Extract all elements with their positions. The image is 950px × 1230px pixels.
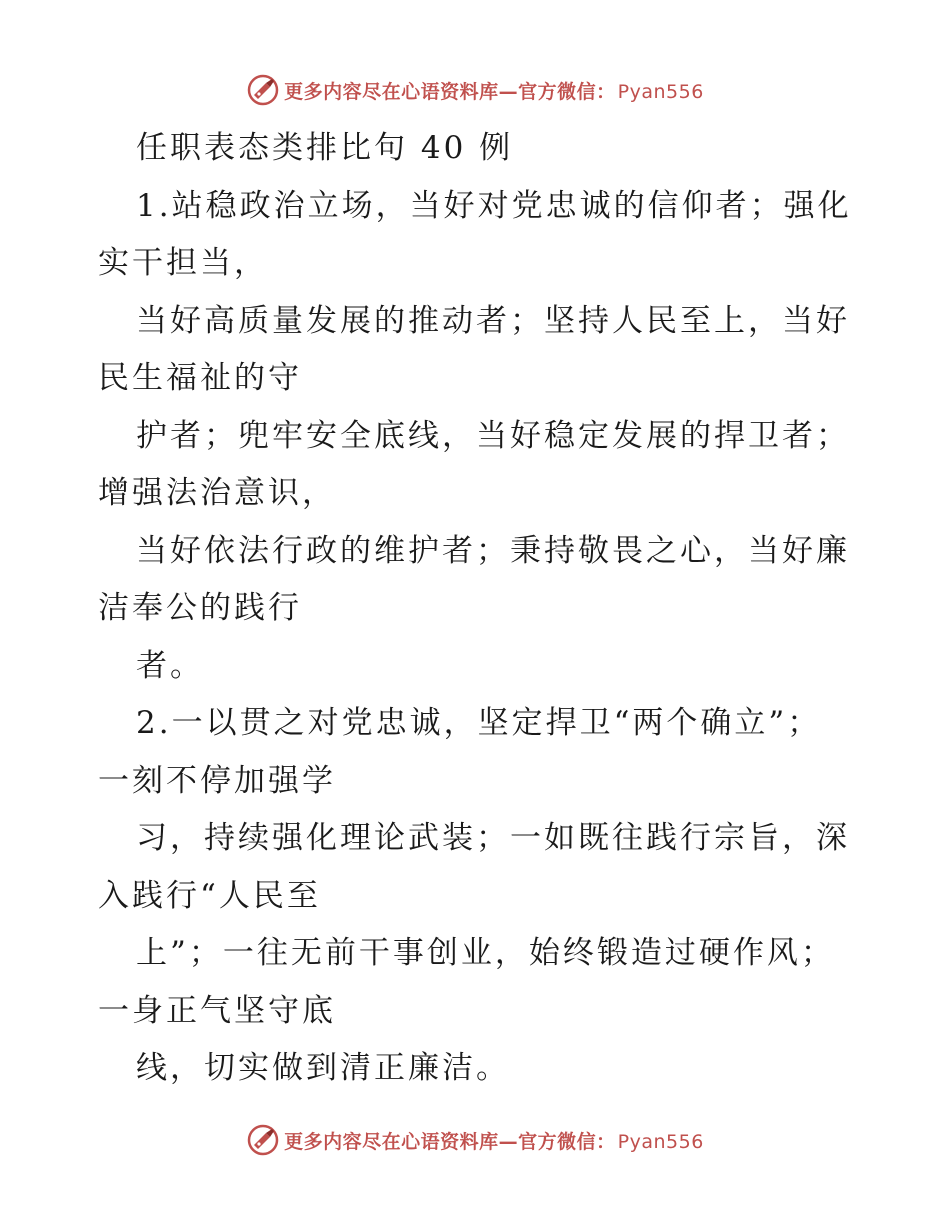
- text-line: 2.一以贯之对党忠诚，坚定捍卫“两个确立”；: [136, 705, 822, 741]
- text-line: 一身正气坚守底: [98, 992, 336, 1029]
- text-line: 者。: [136, 647, 204, 684]
- document-title: 任职表态类排比句 40 例: [136, 130, 514, 166]
- text-line: 护者；兜牢安全底线，当好稳定发展的捍卫者；: [136, 417, 850, 454]
- text-line: 入践行“人民至: [98, 877, 321, 914]
- text-line: 实干担当，: [98, 245, 268, 281]
- footer-banner-text: 更多内容尽在心语资料库—官方微信：: [284, 1130, 616, 1153]
- header-banner-handle: Pyan556: [617, 80, 704, 103]
- header-banner-text: 更多内容尽在心语资料库—官方微信：: [284, 80, 616, 103]
- text-line: 上”；一往无前干事创业，始终锻造过硬作风；: [136, 935, 835, 971]
- text-line: 一刻不停加强学: [98, 762, 336, 799]
- text-line: 线，切实做到清正廉洁。: [136, 1050, 510, 1086]
- text-line: 民生福祉的守: [98, 360, 302, 396]
- document-body: [98, 120, 858, 1098]
- text-line: 习，持续强化理论武装；一如既往践行宗旨，深: [136, 820, 850, 856]
- pen-logo-icon: [246, 73, 280, 107]
- pen-logo-icon: [246, 1123, 280, 1157]
- footer-banner: [0, 1120, 950, 1160]
- text-line: 当好高质量发展的推动者；坚持人民至上，当好: [136, 302, 850, 339]
- text-line: 洁奉公的践行: [98, 590, 302, 626]
- text-line: 增强法治意识，: [98, 475, 336, 511]
- text-line: 1.站稳政治立场，当好对党忠诚的信仰者；强化: [136, 187, 852, 224]
- header-banner: [0, 70, 950, 110]
- footer-banner-handle: Pyan556: [617, 1130, 704, 1153]
- text-line: 当好依法行政的维护者；秉持敬畏之心，当好廉: [136, 532, 850, 569]
